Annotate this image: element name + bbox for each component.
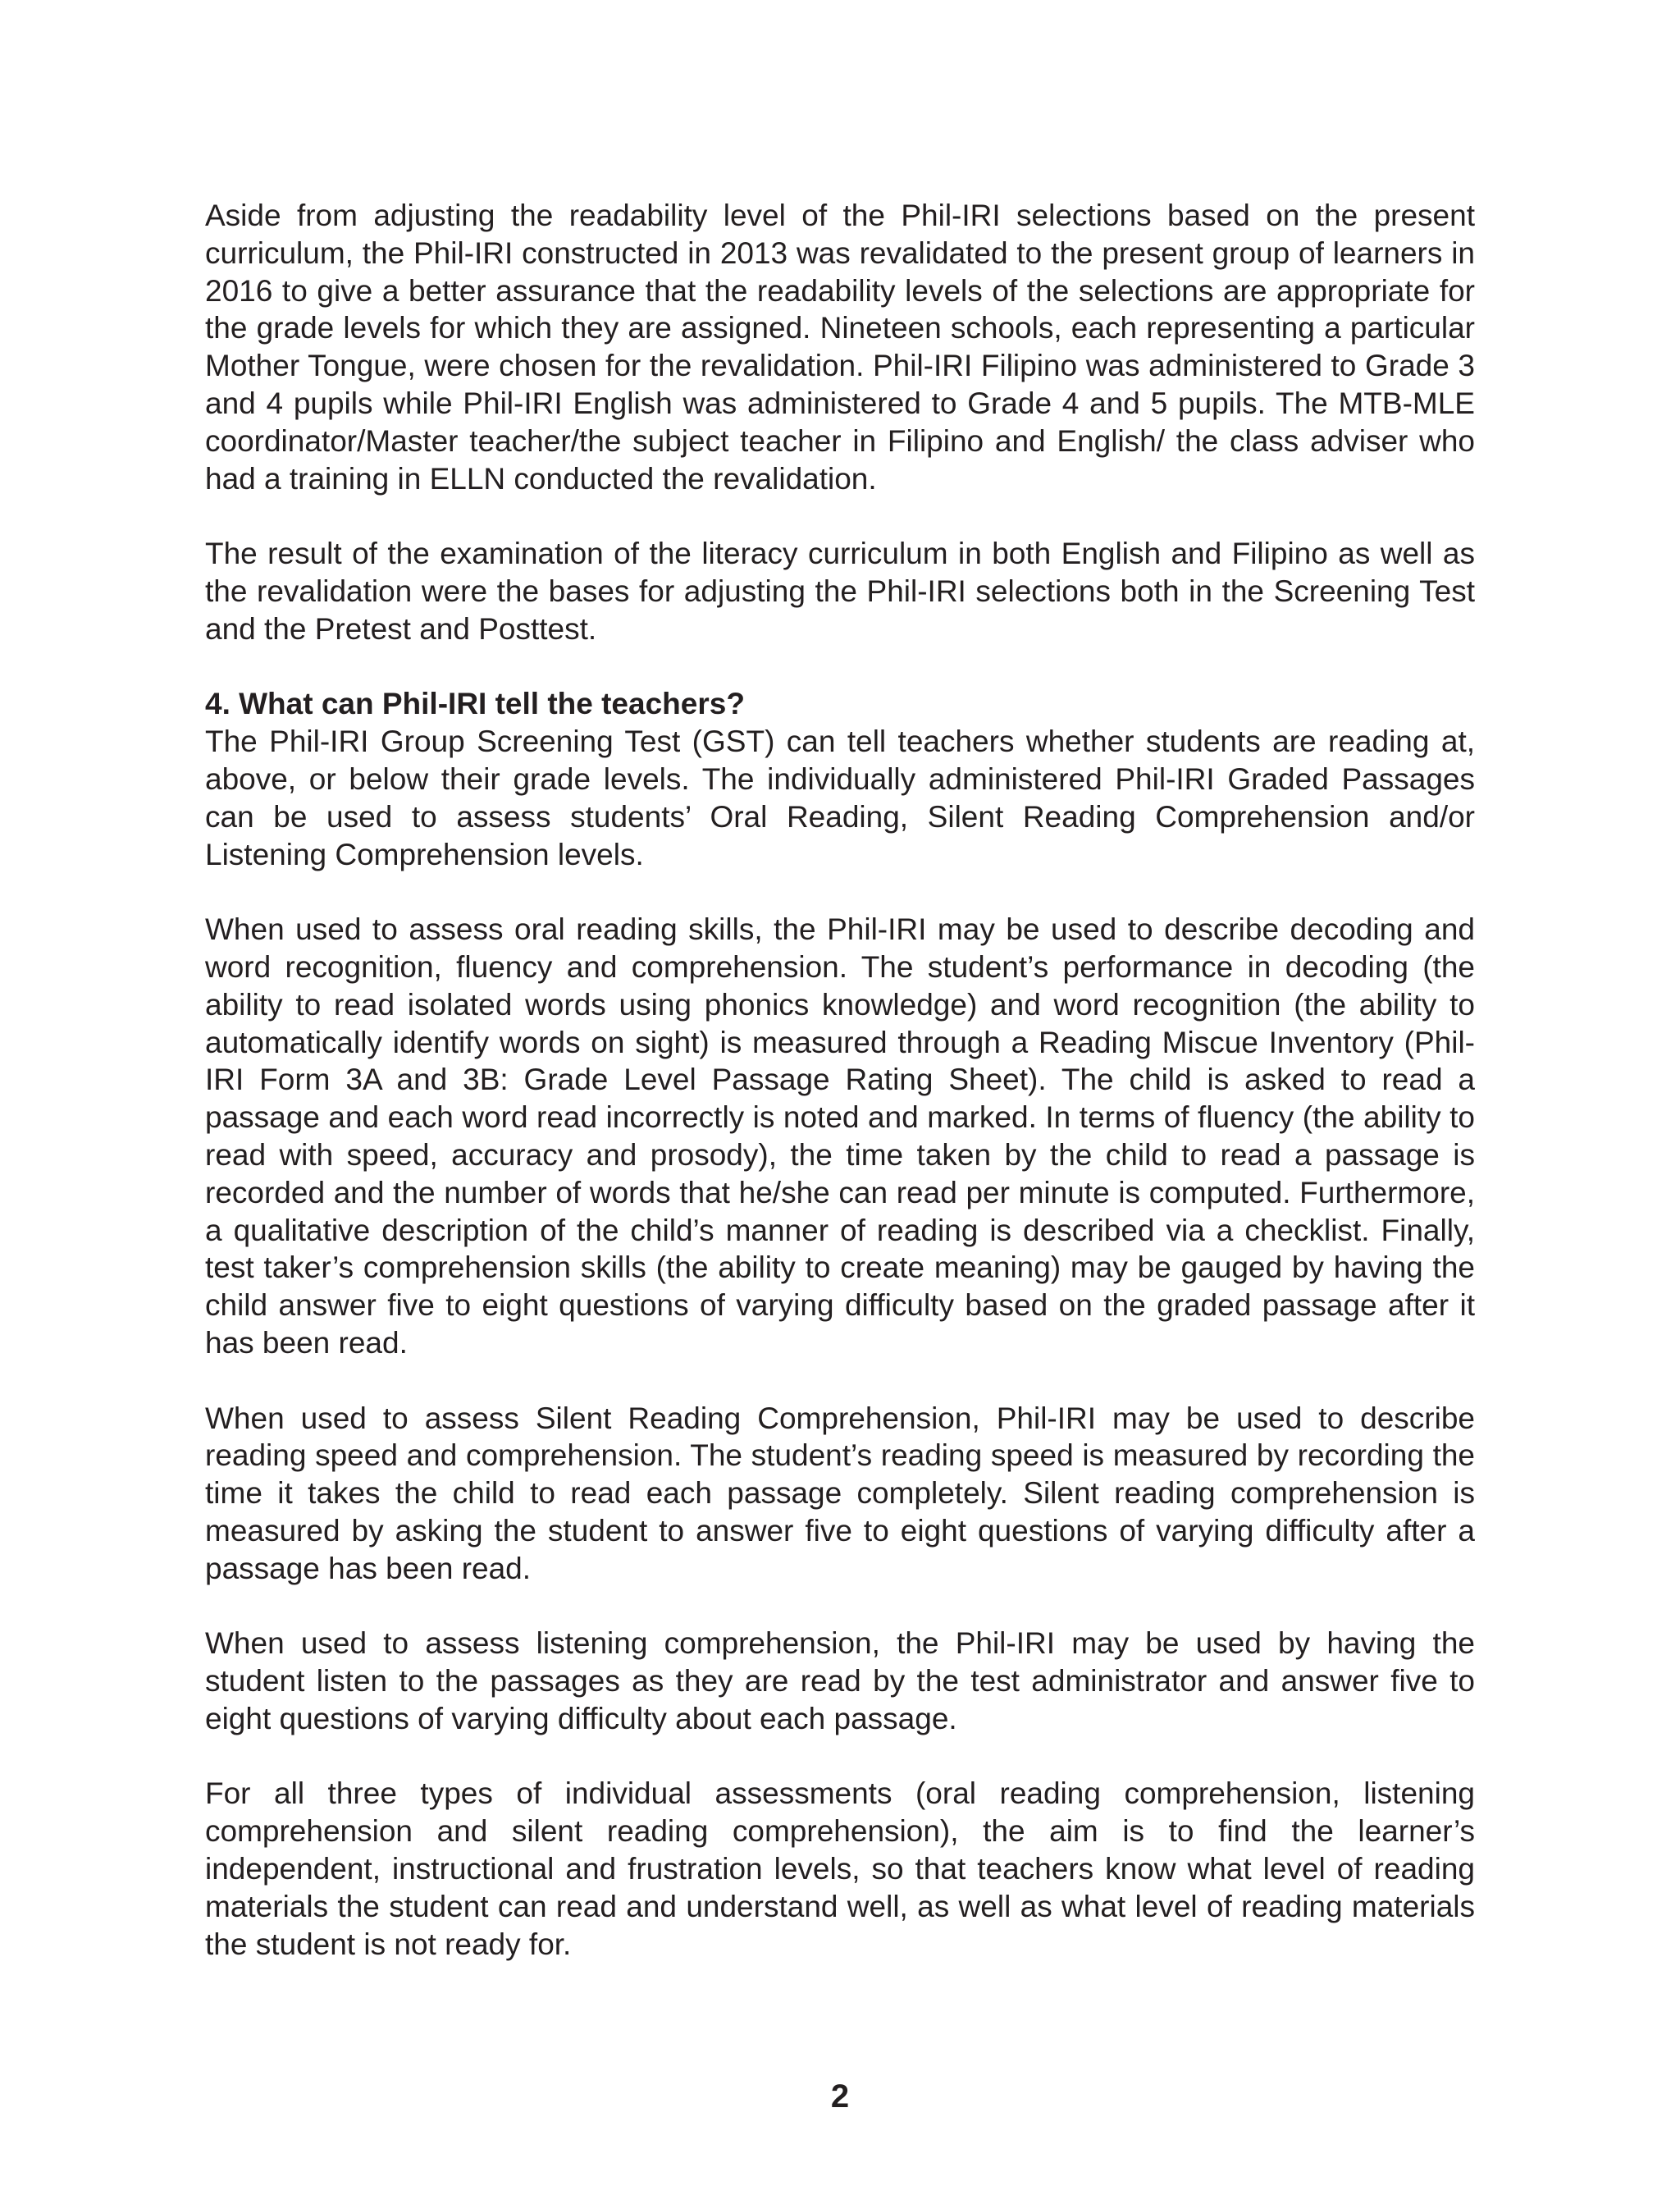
- page-number: 2: [830, 2078, 850, 2115]
- paragraph-oral-reading: When used to assess oral reading skills, the Phil-IRI may be used to describe decoding and word recognition, fluency and comprehension. The student’s performance in decoding (the ability to read isolated words using phonics knowledge) and word recognition (the ability to automatically identify words on sight) is measured through a Reading Miscue Inventory (Phil-IRI Form 3A and 3B: Grade Level Passage Rating Sheet). The child is asked to read a passage and each word read incorrectly is noted and marked. In terms of fluency (the ability to read with speed, accuracy and prosody), the time taken by the child to read a passage is recorded and the number of words that he/she can read per minute is computed. Furthermore, a qualitative description of the child’s manner of reading is described via a checklist. Finally, test taker’s comprehension skills (the ability to create meaning) may be gauged by having the child answer five to eight questions of varying difficulty based on the graded passage after it has been read.: [205, 912, 1475, 1360]
- paragraph-silent-reading: When used to assess Silent Reading Comprehension, Phil-IRI may be used to describe reading speed and comprehension. The student’s reading speed is measured by recording the time it takes the child to read each passage completely. Silent reading comprehension is measured by asking the student to answer five to eight questions of varying difficulty after a passage has been read.: [205, 1401, 1475, 1585]
- body-text: [205, 197, 1475, 1963]
- paragraph-all-assessments: For all three types of individual assessments (oral reading comprehension, listening comprehension and silent reading comprehension), the aim is to find the learner’s independent, instructional and frustration levels, so that teachers know what level of reading materials the student can read and understand well, as well as what level of reading materials the student is not ready for.: [205, 1776, 1475, 1961]
- paragraph-bases: The result of the examination of the literacy curriculum in both English and Filipino as well as the revalidation were the bases for adjusting the Phil-IRI selections both in the Screening Test and the Pretest and Posttest.: [205, 537, 1475, 646]
- paragraph-revalidation: Aside from adjusting the readability level of the Phil-IRI selections based on the present curriculum, the Phil-IRI constructed in 2013 was revalidated to the present group of learners in 2016 to give a better assurance that the readability levels of the selections are appropriate for the grade levels for which they are assigned. Nineteen schools, each representing a particular Mother Tongue, were chosen for the revalidation. Phil-IRI Filipino was administered to Grade 3 and 4 pupils while Phil-IRI English was administered to Grade 4 and 5 pupils. The MTB-MLE coordinator/Master teacher/the subject teacher in Filipino and English/ the class adviser who had a training in ELLN conducted the revalidation.: [205, 199, 1475, 496]
- paragraph-gst: The Phil-IRI Group Screening Test (GST) can tell teachers whether students are reading at, above, or below their grade levels. The individually administered Phil-IRI Graded Passages can be used to assess students’ Oral Reading, Silent Reading Comprehension and/or Listening Comprehension levels.: [205, 725, 1475, 871]
- paragraph-listening: When used to assess listening comprehension, the Phil-IRI may be used by having the student listen to the passages as they are read by the test administrator and answer five to eight questions of varying difficulty about each passage.: [205, 1626, 1475, 1735]
- section-heading: 4. What can Phil-IRI tell the teachers?: [205, 687, 745, 721]
